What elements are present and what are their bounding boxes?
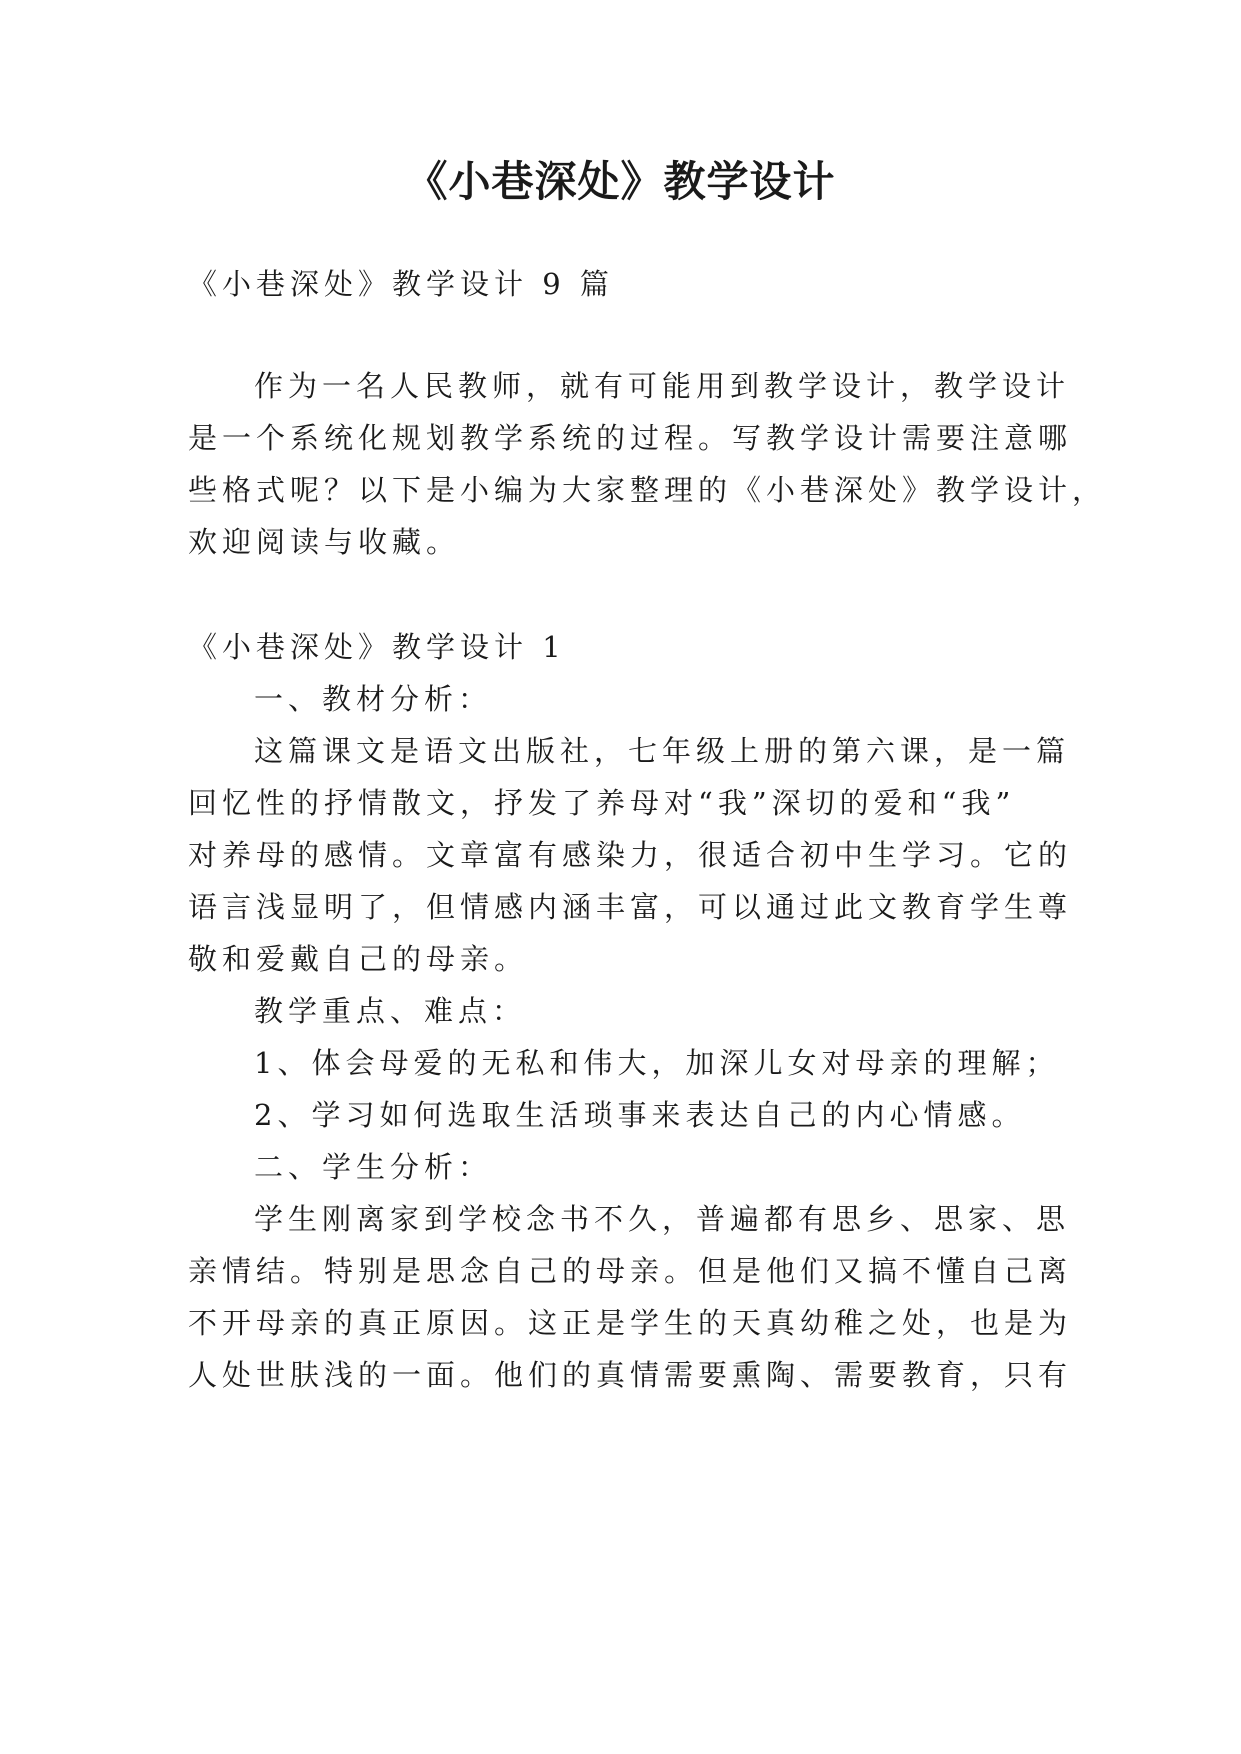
intro-line: 欢迎阅读与收藏。 [188, 525, 461, 559]
part-heading-student-analysis: 二、学生分析： [254, 1150, 493, 1184]
list-item: 2、学习如何选取生活琐事来表达自己的内心情感。 [254, 1098, 1026, 1132]
paragraph-line: 这篇课文是语文出版社，七年级上册的第六课，是一篇 [254, 734, 1071, 768]
intro-line: 是一个系统化规划教学系统的过程。写教学设计需要注意哪 [188, 421, 1073, 455]
paragraph-line: 语言浅显明了，但情感内涵丰富，可以通过此文教育学生尊 [188, 890, 1073, 924]
paragraph-line: 不开母亲的真正原因。这正是学生的天真幼稚之处，也是为 [188, 1306, 1073, 1340]
part-heading-key-points: 教学重点、难点： [254, 994, 527, 1028]
paragraph-line: 对养母的感情。文章富有感染力，很适合初中生学习。它的 [188, 838, 1073, 872]
paragraph-line: 回忆性的抒情散文，抒发了养母对“我”深切的爱和“我” [188, 786, 1016, 820]
document-subtitle: 《小巷深处》教学设计 9 篇 [188, 267, 614, 301]
part-heading-textbook-analysis: 一、教材分析： [254, 682, 493, 716]
list-item: 1、体会母爱的无私和伟大，加深儿女对母亲的理解； [254, 1046, 1060, 1080]
paragraph-line: 亲情结。特别是思念自己的母亲。但是他们又搞不懂自己离 [188, 1254, 1073, 1288]
paragraph-line: 人处世肤浅的一面。他们的真情需要熏陶、需要教育，只有 [188, 1358, 1073, 1392]
section-heading: 《小巷深处》教学设计 1 [188, 630, 566, 664]
intro-line: 些格式呢？以下是小编为大家整理的《小巷深处》教学设计， [188, 473, 1107, 507]
paragraph-line: 学生刚离家到学校念书不久，普遍都有思乡、思家、思 [254, 1202, 1071, 1236]
document-title: 《小巷深处》教学设计 [405, 157, 836, 206]
intro-line: 作为一名人民教师，就有可能用到教学设计，教学设计 [254, 369, 1071, 403]
paragraph-line: 敬和爱戴自己的母亲。 [188, 942, 529, 976]
